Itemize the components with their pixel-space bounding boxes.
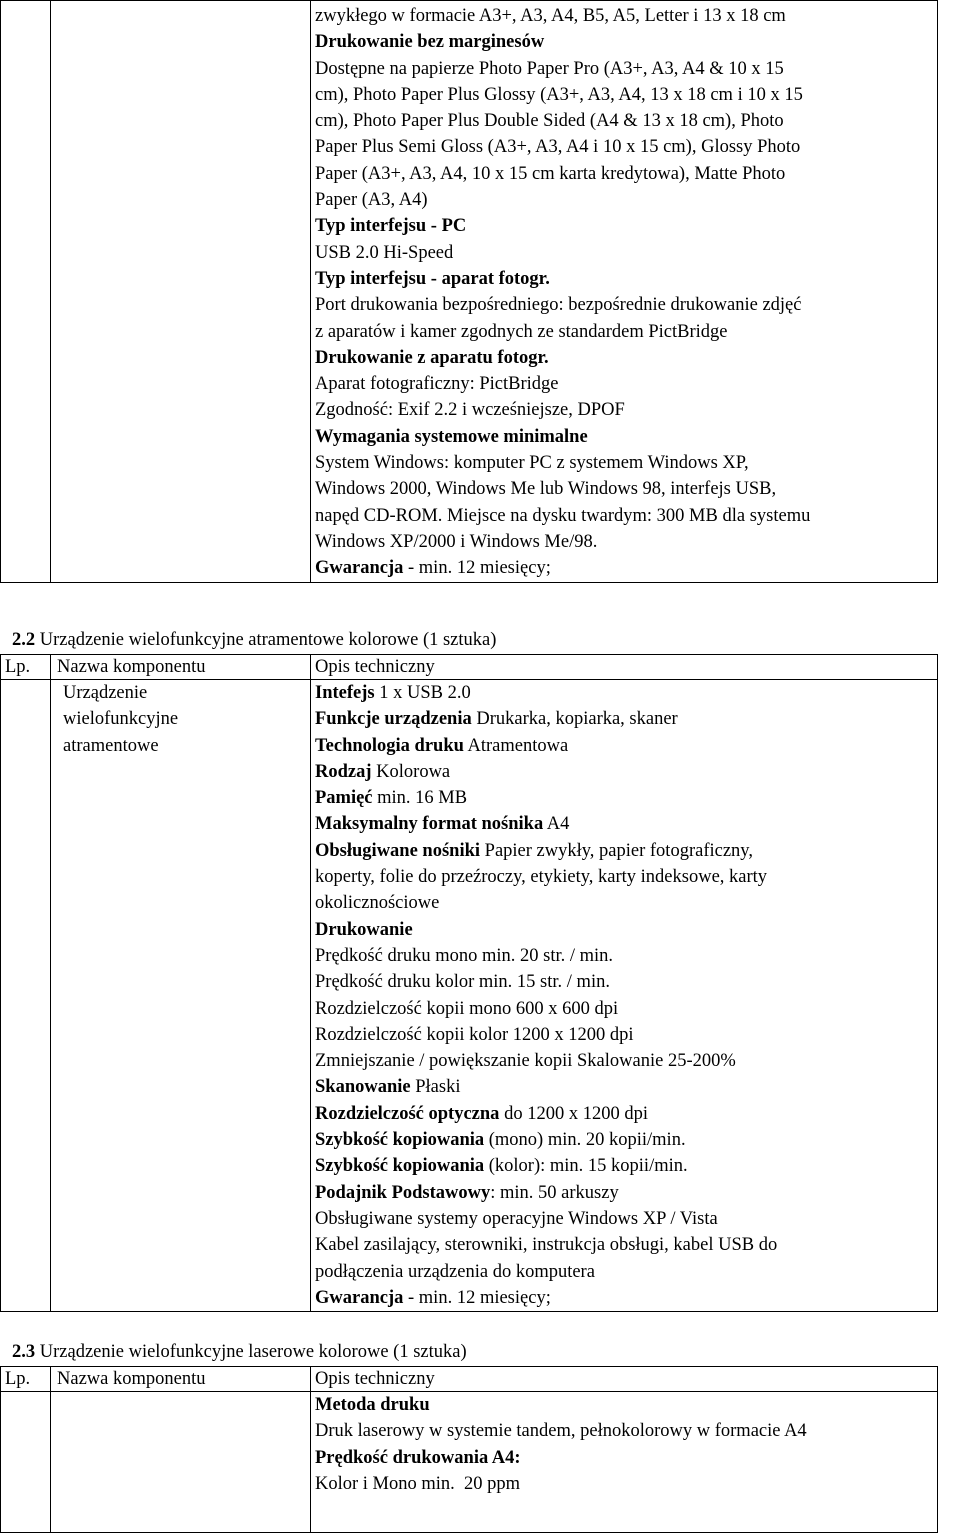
spec-value: Paper (A3, A4) xyxy=(315,190,428,211)
spec-line xyxy=(315,1074,937,1100)
spec-value: Rozdzielczość kopii mono 600 x 600 dpi xyxy=(315,998,619,1019)
spec-label: Intefejs xyxy=(315,683,375,703)
spec-label: Gwarancja xyxy=(315,1287,404,1308)
spec-line xyxy=(315,890,937,916)
section-number: 2.3 xyxy=(12,1342,36,1362)
spec-label: Pamięć xyxy=(315,788,373,809)
spec-label: Obsługiwane nośniki xyxy=(315,840,481,861)
spec-line xyxy=(315,680,937,706)
spec-value: Drukarka, kopiarka, skaner xyxy=(471,709,678,730)
spec-line xyxy=(315,266,937,292)
spec-line xyxy=(315,785,937,811)
table-header-row xyxy=(1,655,938,680)
spec-value: 1 x USB 2.0 xyxy=(374,683,471,703)
spec-value: Rozdzielczość kopii kolor 1200 x 1200 dpi xyxy=(315,1024,634,1045)
header-technical-description: Opis techniczny xyxy=(311,655,938,680)
spec-value: zwykłego w formacie A3+, A3, A4, B5, A5, Letter i 13 x 18 cm xyxy=(315,6,786,26)
spec-line xyxy=(315,108,937,134)
spec-line xyxy=(315,1418,937,1444)
spec-value: A4 xyxy=(543,814,570,835)
spec-value: Prędkość druku kolor min. 15 str. / min. xyxy=(315,972,610,993)
spec-label: Typ interfejsu - aparat fotogr. xyxy=(315,268,550,289)
table-header-row xyxy=(1,1367,938,1392)
spec-cell xyxy=(311,1392,938,1533)
spec-label: Wymagania systemowe minimalne xyxy=(315,426,588,447)
spec-line xyxy=(315,1392,937,1418)
spec-line xyxy=(315,811,937,837)
spec-value: Zmniejszanie / powiększanie kopii Skalowanie 25-200% xyxy=(315,1051,736,1072)
component-name-cell xyxy=(51,680,311,1312)
spec-value: okolicznościowe xyxy=(315,893,440,914)
spec-line xyxy=(315,1127,937,1153)
spec-value: cm), Photo Paper Plus Glossy (A3+, A3, A4, 13 x 18 cm i 10 x 15 xyxy=(315,84,803,105)
spec-line xyxy=(315,319,937,345)
spec-label: Rodzaj xyxy=(315,761,372,782)
spec-label: Szybkość kopiowania xyxy=(315,1130,485,1151)
spec-label: Maksymalny format nośnika xyxy=(315,814,544,835)
spec-value: - min. 12 miesięcy; xyxy=(403,558,551,579)
spec-lines xyxy=(315,3,937,582)
spec-value: min. 16 MB xyxy=(372,788,468,809)
spec-line xyxy=(315,1048,937,1074)
spec-line xyxy=(315,838,937,864)
spec-line xyxy=(315,943,937,969)
spec-table-continued xyxy=(0,0,938,583)
spec-line xyxy=(315,1153,937,1179)
lp-cell xyxy=(1,1392,51,1533)
component-name-line: atramentowe xyxy=(63,735,159,756)
spec-line xyxy=(315,240,937,266)
spec-value: Kolor i Mono min. 20 ppm xyxy=(315,1473,521,1494)
header-technical-description: Opis techniczny xyxy=(311,1367,938,1392)
spec-value: z aparatów i kamer zgodnych ze standardem PictBridge xyxy=(315,321,728,342)
spec-line xyxy=(315,996,937,1022)
header-lp: Lp. xyxy=(1,1367,51,1392)
table-row xyxy=(1,1392,938,1533)
spec-label: Skanowanie xyxy=(315,1077,411,1098)
spec-line xyxy=(315,292,937,318)
section-title-2-3 xyxy=(12,1340,467,1364)
spec-label: Szybkość kopiowania xyxy=(315,1156,485,1177)
spec-value: napęd CD-ROM. Miejsce na dysku twardym: 300 MB dla systemu xyxy=(315,505,811,526)
spec-value: Windows 2000, Windows Me lub Windows 98, interfejs USB, xyxy=(315,479,777,500)
lp-cell xyxy=(1,1,51,583)
spec-value: Płaski xyxy=(410,1077,461,1098)
spec-line xyxy=(315,450,937,476)
spec-value: koperty, folie do przeźroczy, etykiety, karty indeksowe, karty xyxy=(315,867,768,888)
spec-value: cm), Photo Paper Plus Double Sided (A4 & 13 x 18 cm), Photo xyxy=(315,111,784,132)
spec-line xyxy=(315,706,937,732)
spec-line xyxy=(315,29,937,55)
spec-value: Obsługiwane systemy operacyjne Windows XP / Vista xyxy=(315,1208,718,1229)
spec-value: (mono) min. 20 kopii/min. xyxy=(484,1130,686,1151)
spec-label: Typ interfejsu - PC xyxy=(315,216,467,237)
spec-value: Kabel zasilający, sterowniki, instrukcja obsługi, kabel USB do xyxy=(315,1235,778,1256)
spec-line xyxy=(315,371,937,397)
spec-lines xyxy=(315,680,937,1311)
spec-line xyxy=(315,424,937,450)
spec-line xyxy=(315,134,937,160)
table-row xyxy=(1,680,938,1312)
spec-value: Dostępne na papierze Photo Paper Pro (A3+, A3, A4 & 10 x 15 xyxy=(315,58,784,79)
section-title-text: Urządzenie wielofunkcyjne laserowe kolorowe (1 sztuka) xyxy=(35,1342,467,1362)
spec-line xyxy=(315,864,937,890)
spec-value: Druk laserowy w systemie tandem, pełnokolorowy w formacie A4 xyxy=(315,1421,807,1442)
spec-line xyxy=(315,161,937,187)
spec-value: (kolor): min. 15 kopii/min. xyxy=(484,1156,688,1177)
header-lp: Lp. xyxy=(1,655,51,680)
spec-line xyxy=(315,1471,937,1497)
spec-table-laser xyxy=(0,1366,938,1533)
spec-line xyxy=(315,1206,937,1232)
spec-label: Drukowanie z aparatu fotogr. xyxy=(315,347,549,368)
spec-value: do 1200 x 1200 dpi xyxy=(499,1103,648,1124)
spec-line xyxy=(315,1445,937,1471)
spec-cell xyxy=(311,1,938,583)
spec-label: Podajnik Podstawowy xyxy=(315,1182,491,1203)
spec-value: Zgodność: Exif 2.2 i wcześniejsze, DPOF xyxy=(315,400,625,421)
spec-line xyxy=(315,733,937,759)
spec-label: Metoda druku xyxy=(315,1395,430,1415)
spec-line xyxy=(315,82,937,108)
spec-label: Gwarancja xyxy=(315,558,404,579)
spec-label: Drukowanie xyxy=(315,919,413,940)
spec-value: : min. 50 arkuszy xyxy=(490,1182,619,1203)
spec-label: Technologia druku xyxy=(315,735,464,756)
spec-value: System Windows: komputer PC z systemem Windows XP, xyxy=(315,453,749,474)
spec-value: podłączenia urządzenia do komputera xyxy=(315,1261,595,1282)
spec-line xyxy=(315,187,937,213)
spec-value: Port drukowania bezpośredniego: bezpośrednie drukowanie zdjęć xyxy=(315,295,802,316)
spec-lines xyxy=(315,1392,937,1497)
spec-line xyxy=(315,476,937,502)
spec-line xyxy=(315,969,937,995)
header-component-name: Nazwa komponentu xyxy=(51,655,311,680)
spec-value: Aparat fotograficzny: PictBridge xyxy=(315,374,559,395)
lp-cell xyxy=(1,680,51,1312)
spec-line xyxy=(315,1232,937,1258)
spec-value: Paper Plus Semi Gloss (A3+, A3, A4 i 10 x 15 cm), Glossy Photo xyxy=(315,137,801,158)
spec-label: Prędkość drukowania A4: xyxy=(315,1447,521,1468)
spec-value: Prędkość druku mono min. 20 str. / min. xyxy=(315,945,614,966)
spec-value: Windows XP/2000 i Windows Me/98. xyxy=(315,531,598,552)
section-number: 2.2 xyxy=(12,630,36,650)
component-name-cell xyxy=(51,1,311,583)
component-name-line: wielofunkcyjne xyxy=(63,709,179,730)
spec-label: Rozdzielczość optyczna xyxy=(315,1103,500,1124)
spec-value: USB 2.0 Hi-Speed xyxy=(315,242,454,263)
spec-line xyxy=(315,213,937,239)
spec-value: Papier zwykły, papier fotograficzny, xyxy=(480,840,753,861)
spec-value: Kolorowa xyxy=(371,761,451,782)
component-name-lines xyxy=(63,680,310,759)
spec-line xyxy=(315,1259,937,1285)
spec-value: - min. 12 miesięcy; xyxy=(403,1287,551,1308)
spec-line xyxy=(315,1022,937,1048)
spec-line xyxy=(315,1101,937,1127)
spec-line xyxy=(315,917,937,943)
spec-line xyxy=(315,555,937,581)
component-name-line: Urządzenie xyxy=(63,683,148,703)
spec-value: Paper (A3+, A3, A4, 10 x 15 cm karta kredytowa), Matte Photo xyxy=(315,163,786,184)
component-name-cell xyxy=(51,1392,311,1533)
table-row xyxy=(1,1,938,583)
spec-line xyxy=(315,56,937,82)
header-component-name: Nazwa komponentu xyxy=(51,1367,311,1392)
spec-line xyxy=(315,1285,937,1311)
spec-label: Drukowanie bez marginesów xyxy=(315,32,545,53)
spec-cell xyxy=(311,680,938,1312)
spec-line xyxy=(315,529,937,555)
spec-line xyxy=(315,3,937,29)
section-title-2-2 xyxy=(12,628,496,652)
spec-line xyxy=(315,759,937,785)
spec-line xyxy=(315,1180,937,1206)
spec-line xyxy=(315,503,937,529)
spec-line xyxy=(315,345,937,371)
spec-value: Atramentowa xyxy=(463,735,569,756)
spec-table-inkjet xyxy=(0,654,938,1312)
spec-label: Funkcje urządzenia xyxy=(315,709,472,730)
section-title-text: Urządzenie wielofunkcyjne atramentowe kolorowe (1 sztuka) xyxy=(35,630,497,650)
spec-line xyxy=(315,397,937,423)
